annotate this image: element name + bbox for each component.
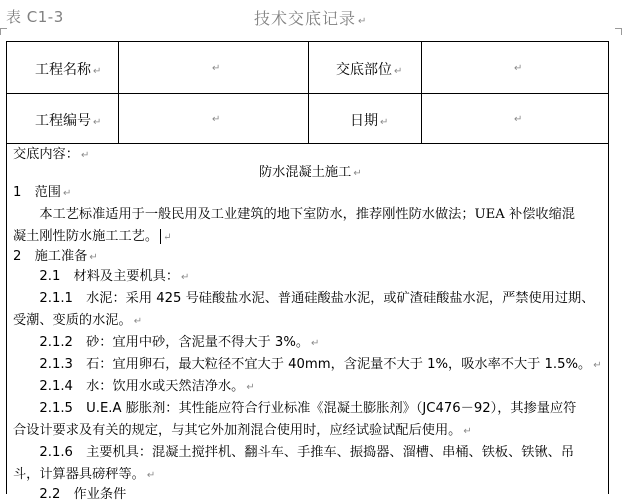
document-title-text: 技术交底记录: [254, 9, 357, 28]
project-name-value[interactable]: [210, 59, 220, 75]
paragraph: 受潮、变质的水泥。 ↵: [13, 313, 143, 328]
paragraph: 2.1.1 水泥：采用 425 号硅酸盐水泥、普通硅酸盐水泥，或矿渣硅酸盐水泥，严禁使用过期、: [13, 291, 595, 306]
paragraph-mark-icon: ↵: [89, 252, 98, 263]
paragraph-mark-icon: ↵: [93, 66, 102, 77]
paragraph-mark-icon: ↵: [394, 66, 403, 77]
paragraph: 2.1.3 石：宜用卵石，最大粒径不宜大于 40mm，含泥量不大于 1%，吸水率不大于 1.5%。 ↵: [13, 357, 602, 372]
paragraph: 斗，计算器具磅秤等。 ↵: [13, 467, 156, 482]
project-number-value[interactable]: [210, 110, 220, 126]
paragraph: 2.1 材料及主要机具： ↵: [13, 269, 190, 284]
paragraph-mark-icon: ↵: [246, 382, 255, 393]
paragraph: 1 范围 ↵: [13, 185, 72, 200]
paragraph: 2 施工准备 ↵: [13, 249, 98, 264]
paragraph-mark-icon: ↵: [311, 338, 320, 349]
paragraph: 2.1.5 U.E.A 膨胀剂：其性能应符合行业标准《混凝土膨胀剂》（JC476－92），其掺量应符: [13, 401, 577, 416]
date-label: 日期 ↵: [350, 113, 389, 129]
paragraph-mark-icon: ↵: [80, 150, 90, 161]
paragraph-mark-icon: ↵: [353, 168, 362, 179]
paragraph-mark-icon: ↵: [380, 117, 389, 128]
paragraph: 2.2 作业条件: [13, 487, 127, 502]
date-value[interactable]: [512, 110, 522, 126]
paragraph-mark-icon: ↵: [463, 426, 472, 437]
paragraph-mark-icon: ↵: [358, 16, 368, 27]
handover-part-label: 交底部位 ↵: [336, 62, 403, 78]
paragraph-mark-icon: ↵: [93, 117, 102, 128]
paragraph-mark-icon: ↵: [212, 63, 221, 74]
paragraph-mark-icon: ↵: [593, 360, 602, 371]
handover-part-value[interactable]: [512, 59, 522, 75]
content-label: 交底内容： ↵: [13, 147, 90, 162]
paragraph: 2.1.6 主要机具：混凝土搅拌机、翻斗车、手推车、振捣器、溜槽、串桶、铁板、铁锹、吊: [13, 445, 575, 460]
handover-content[interactable]: [6, 144, 609, 502]
corner-mark-icon: [0, 28, 7, 35]
document-title: [254, 6, 367, 29]
corner-mark-icon: [615, 28, 622, 35]
info-table: [6, 41, 609, 144]
form-code: 表 C1-3: [6, 8, 64, 26]
table-divider: [7, 93, 608, 94]
text-cursor: [160, 229, 161, 244]
paragraph: 凝土刚性防水施工工艺。 ↵: [13, 229, 172, 244]
paragraph-mark-icon: ↵: [163, 232, 172, 243]
paragraph-mark-icon: ↵: [212, 114, 221, 125]
paragraph-mark-icon: ↵: [146, 470, 156, 481]
paragraph-mark-icon: ↵: [514, 63, 523, 74]
paragraph-mark-icon: ↵: [514, 114, 523, 125]
project-name-label: 工程名称 ↵: [35, 62, 102, 78]
paragraph-mark-icon: ↵: [181, 272, 190, 283]
project-number-label: 工程编号 ↵: [35, 113, 102, 129]
paragraph: 2.1.2 砂：宜用中砂，含泥量不得大于 3%。 ↵: [13, 335, 320, 350]
paragraph-mark-icon: ↵: [62, 188, 72, 199]
paragraph-mark-icon: ↵: [133, 316, 143, 327]
paragraph: 2.1.4 水：饮用水或天然洁净水。 ↵: [13, 379, 255, 394]
paragraph: 合设计要求及有关的规定，与其它外加剂混合使用时，应经试验试配后使用。 ↵: [13, 423, 472, 438]
paragraph: 本工艺标准适用于一般民用及工业建筑的地下室防水，推荐刚性防水做法；UEA 补偿收缩混: [13, 207, 575, 222]
section-heading: 防水混凝土施工 ↵: [259, 165, 362, 180]
